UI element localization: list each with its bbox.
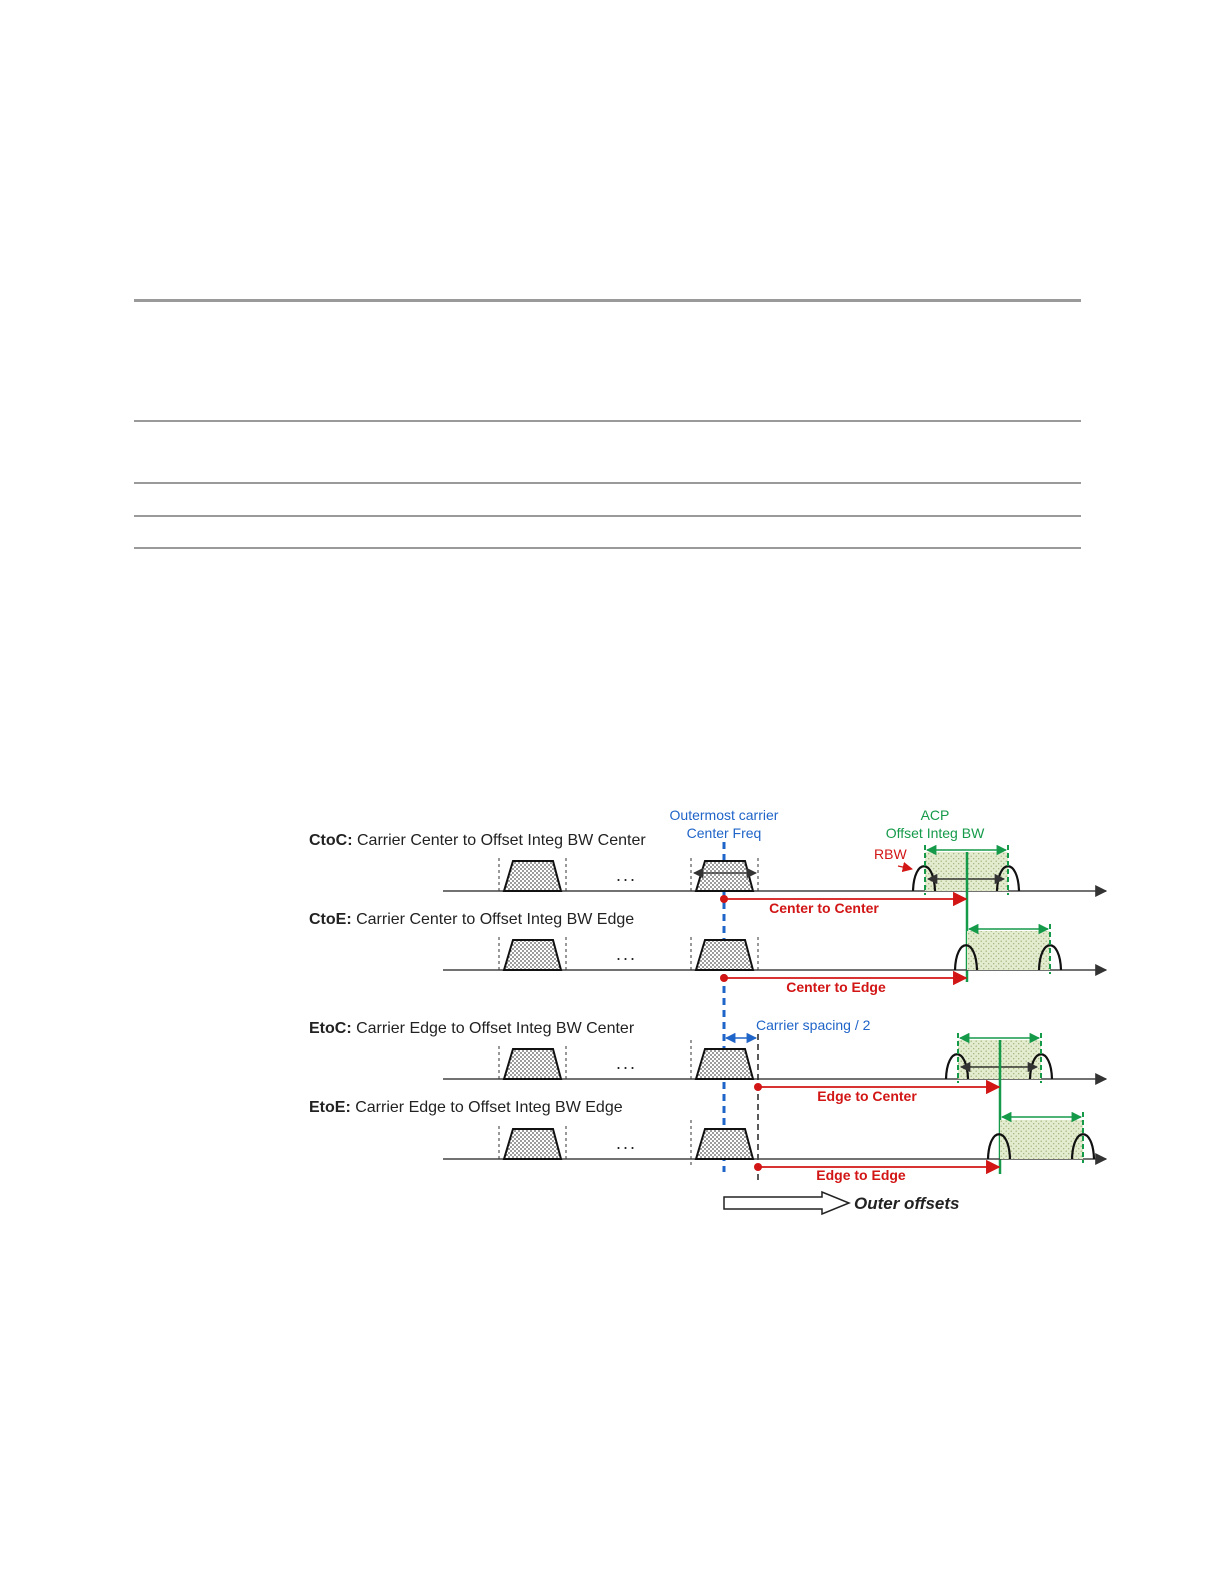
- row4-carrier-b: [691, 1120, 753, 1166]
- row3-measure-label: Edge to Center: [817, 1088, 917, 1104]
- outermost-carrier-label: Outermost carrier: [669, 807, 779, 823]
- offset-integ-bw-label: Offset Integ BW: [885, 825, 985, 841]
- row4-offset-band: [988, 1112, 1094, 1163]
- row1-carrier-b: [691, 858, 758, 891]
- outer-offsets-label: Outer offsets: [854, 1194, 960, 1213]
- row4-label: EtoE: Carrier Edge to Offset Integ BW Edge: [309, 1099, 623, 1116]
- row4-ellipsis: ...: [616, 1133, 638, 1153]
- row2-offset-band: [955, 924, 1061, 974]
- row1-ellipsis: ...: [616, 865, 638, 885]
- center-freq-label: Center Freq: [686, 825, 762, 841]
- outer-offsets-arrow: [724, 1192, 849, 1214]
- row2-label: CtoE: Carrier Center to Offset Integ BW Edge: [309, 911, 635, 928]
- rbw-label: RBW: [874, 846, 907, 862]
- row4-carrier-a: [499, 1126, 566, 1159]
- row2-carrier-b: [691, 937, 758, 970]
- row3-carrier-a: [499, 1046, 566, 1079]
- row2-ellipsis: ...: [616, 944, 638, 964]
- acp-label: ACP: [920, 807, 950, 823]
- row2-measure-label: Center to Edge: [786, 979, 886, 995]
- row4-measure-label: Edge to Edge: [816, 1167, 906, 1183]
- row3-ellipsis: ...: [616, 1053, 638, 1073]
- row1-measure-label: Center to Center: [769, 900, 879, 916]
- carrier-spacing-label: Carrier spacing / 2: [756, 1017, 871, 1033]
- row1-carrier-a: [499, 858, 566, 891]
- row3-label: EtoC: Carrier Edge to Offset Integ BW Center: [309, 1020, 635, 1037]
- row2-carrier-a: [499, 937, 566, 970]
- row1-label: CtoC: Carrier Center to Offset Integ BW Center: [309, 832, 646, 849]
- rbw-arrow-left: [898, 866, 912, 869]
